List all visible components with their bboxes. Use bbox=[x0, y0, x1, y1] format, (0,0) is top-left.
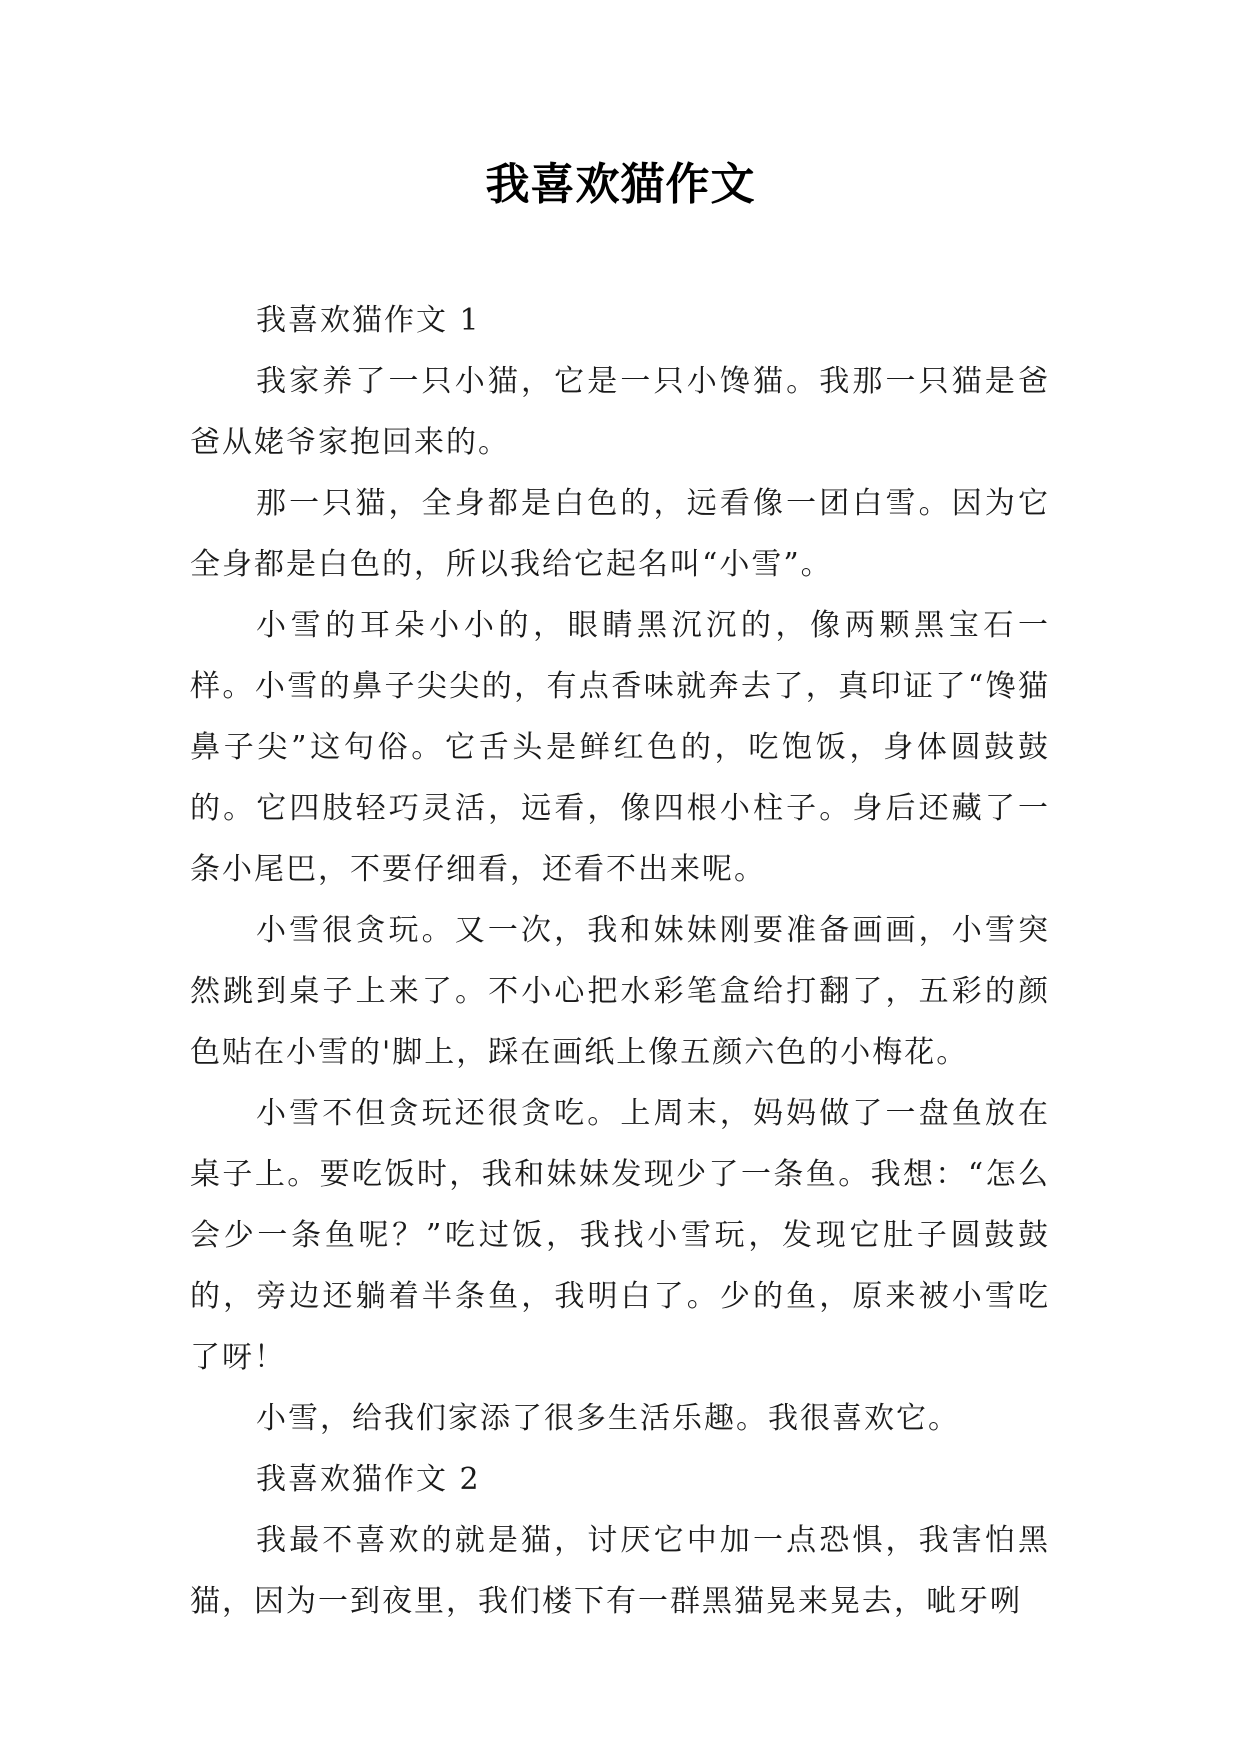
paragraph: 我最不喜欢的就是猫，讨厌它中加一点恐惧，我害怕黑猫，因为一到夜里，我们楼下有一群黑猫晃来晃去，呲牙咧 bbox=[190, 1523, 1050, 1619]
document-body bbox=[190, 290, 1050, 1632]
paragraph: 我家养了一只小猫，它是一只小馋猫。我那一只猫是爸爸从姥爷家抱回来的。 bbox=[190, 364, 1050, 460]
paragraph: 小雪很贪玩。又一次，我和妹妹刚要准备画画，小雪突然跳到桌子上来了。不小心把水彩笔盒给打翻了，五彩的颜色贴在小雪的'脚上，踩在画纸上像五颜六色的小梅花。 bbox=[190, 913, 1050, 1070]
section-heading-1: 我喜欢猫作文 1 bbox=[256, 303, 481, 338]
paragraph: 那一只猫，全身都是白色的，远看像一团白雪。因为它全身都是白色的，所以我给它起名叫“小雪”。 bbox=[190, 486, 1050, 582]
paragraph: 小雪，给我们家添了很多生活乐趣。我很喜欢它。 bbox=[256, 1401, 960, 1436]
document-title: 我喜欢猫作文 bbox=[485, 159, 756, 210]
paragraph: 小雪的耳朵小小的，眼睛黑沉沉的，像两颗黑宝石一样。小雪的鼻子尖尖的，有点香味就奔去了，真印证了“馋猫鼻子尖”这句俗。它舌头是鲜红色的，吃饱饭，身体圆鼓鼓的。它四肢轻巧灵活，远看，像四根小柱子。身后还藏了一条小尾巴，不要仔细看，还看不出来呢。 bbox=[190, 608, 1050, 887]
paragraph: 小雪不但贪玩还很贪吃。上周末，妈妈做了一盘鱼放在桌子上。要吃饭时，我和妹妹发现少了一条鱼。我想：“怎么会少一条鱼呢？”吃过饭，我找小雪玩，发现它肚子圆鼓鼓的，旁边还躺着半条鱼，我明白了。少的鱼，原来被小雪吃了呀！ bbox=[190, 1096, 1050, 1375]
section-heading-2: 我喜欢猫作文 2 bbox=[256, 1462, 481, 1497]
